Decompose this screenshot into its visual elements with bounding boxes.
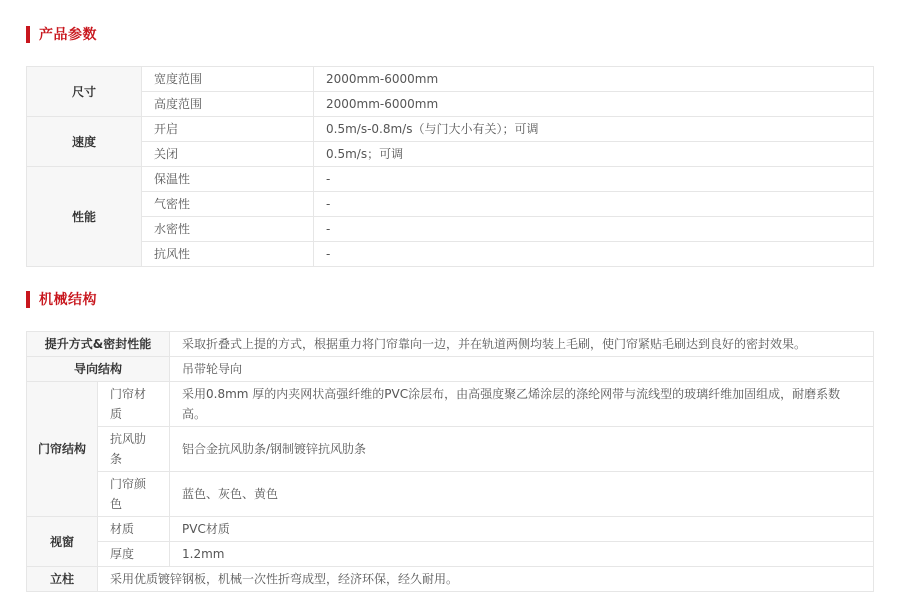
param-name: 保温性	[142, 167, 314, 192]
param-value: -	[314, 192, 874, 217]
row-header-curtain: 门帘结构	[27, 382, 98, 517]
param-name: 抗风性	[142, 242, 314, 267]
param-value: 2000mm-6000mm	[314, 67, 874, 92]
mech-sub-name: 材质	[98, 517, 170, 542]
table-row	[27, 357, 874, 382]
table-row	[27, 567, 874, 592]
param-name: 关闭	[142, 142, 314, 167]
row-header-speed: 速度	[27, 117, 142, 167]
param-value: -	[314, 217, 874, 242]
row-header-window: 视窗	[27, 517, 98, 567]
table-row	[27, 472, 874, 517]
mech-sub-name: 抗风肋条	[98, 427, 170, 472]
row-header-column: 立柱	[27, 567, 98, 592]
table-row	[27, 517, 874, 542]
mech-value: 采用优质镀锌钢板，机械一次性折弯成型，经济环保，经久耐用。	[98, 567, 874, 592]
param-value: 2000mm-6000mm	[314, 92, 874, 117]
mech-table	[26, 331, 874, 592]
row-header-size: 尺寸	[27, 67, 142, 117]
section-title-text: 机械结构	[39, 292, 97, 308]
mech-sub-name: 厚度	[98, 542, 170, 567]
mech-sub-name: 门帘材质	[98, 382, 170, 427]
table-row	[27, 92, 874, 117]
table-row	[27, 217, 874, 242]
param-value: 0.5m/s-0.8m/s（与门大小有关）；可调	[314, 117, 874, 142]
section-title-text: 产品参数	[39, 27, 97, 43]
table-row	[27, 382, 874, 427]
table-row	[27, 542, 874, 567]
param-name: 宽度范围	[142, 67, 314, 92]
param-value: -	[314, 242, 874, 267]
table-row	[27, 427, 874, 472]
mech-value: 采用0.8mm 厚的内夹网状高强纤维的PVC涂层布，由高强度聚乙烯涂层的涤纶网带与流线型的玻璃纤维加固组成，耐磨系数高。	[170, 382, 874, 427]
section-title-bar	[26, 26, 30, 43]
mech-value: PVC材质	[170, 517, 874, 542]
table-row	[27, 192, 874, 217]
section-title-params	[26, 25, 97, 43]
row-header-lift: 提升方式&密封性能	[27, 332, 170, 357]
table-row	[27, 332, 874, 357]
param-value: -	[314, 167, 874, 192]
table-row	[27, 167, 874, 192]
mech-value: 1.2mm	[170, 542, 874, 567]
mech-value: 吊带轮导向	[170, 357, 874, 382]
table-row	[27, 117, 874, 142]
params-table	[26, 66, 874, 267]
section-title-bar	[26, 291, 30, 308]
section-title-mech	[26, 290, 97, 308]
table-row	[27, 142, 874, 167]
mech-sub-name: 门帘颜色	[98, 472, 170, 517]
mech-value: 采取折叠式上提的方式，根据重力将门帘靠向一边，并在轨道两侧均装上毛刷，使门帘紧贴毛刷达到良好的密封效果。	[170, 332, 874, 357]
param-value: 0.5m/s；可调	[314, 142, 874, 167]
table-row	[27, 242, 874, 267]
row-header-performance: 性能	[27, 167, 142, 267]
mech-value: 蓝色、灰色、黄色	[170, 472, 874, 517]
table-row	[27, 67, 874, 92]
param-name: 水密性	[142, 217, 314, 242]
param-name: 高度范围	[142, 92, 314, 117]
row-header-guide: 导向结构	[27, 357, 170, 382]
param-name: 气密性	[142, 192, 314, 217]
mech-value: 铝合金抗风肋条/钢制镀锌抗风肋条	[170, 427, 874, 472]
param-name: 开启	[142, 117, 314, 142]
